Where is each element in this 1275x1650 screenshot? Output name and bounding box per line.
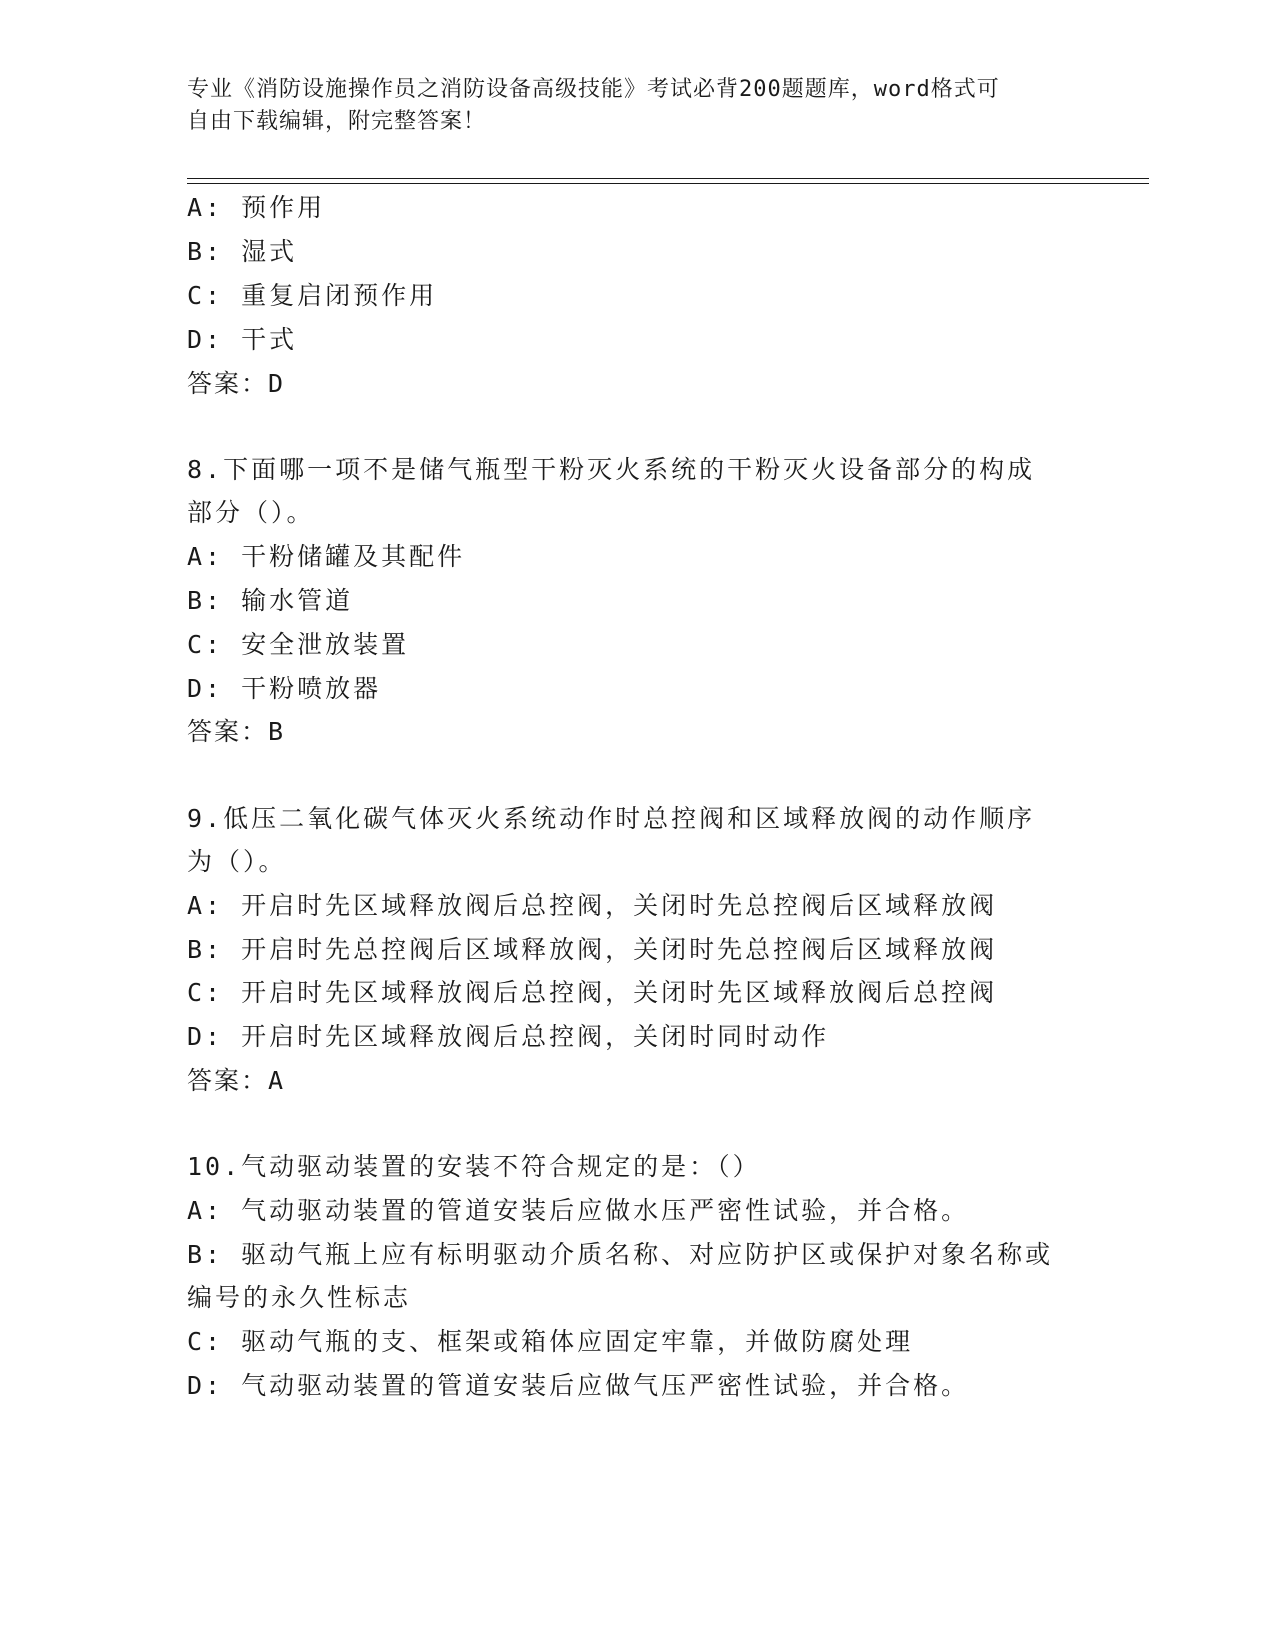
q9-option-d: D: 开启时先区域释放阀后总控阀，关闭时同时动作 [187,1022,830,1051]
q9-option-c: C: 开启时先区域释放阀后总控阀，关闭时先区域释放阀后总控阀 [187,978,998,1007]
q7-answer: 答案：D [187,369,286,398]
q9-answer: 答案：A [187,1066,286,1095]
q8-option-a: A: 干粉储罐及其配件 [187,542,466,571]
header-line-1: 专业《消防设施操作员之消防设备高级技能》考试必背200题题库，word格式可 [187,77,1000,102]
q8-answer: 答案：B [187,717,286,746]
q10-option-a: A: 气动驱动装置的管道安装后应做水压严密性试验，并合格。 [187,1196,970,1225]
q9-option-b: B: 开启时先总控阀后区域释放阀，关闭时先总控阀后区域释放阀 [187,935,998,964]
q9-option-a: A: 开启时先区域释放阀后总控阀，关闭时先总控阀后区域释放阀 [187,891,998,920]
header-divider-top [187,178,1149,179]
q10-stem-line-1: 10.气动驱动装置的安装不符合规定的是：（） [187,1152,761,1181]
q8-stem-line-2: 部分（）。 [187,498,315,527]
header-line-2: 自由下载编辑，附完整答案！ [187,109,487,134]
q7-option-c: C: 重复启闭预作用 [187,281,438,310]
q7-option-b: B: 湿式 [187,237,298,266]
q8-option-d: D: 干粉喷放器 [187,674,382,703]
q9-stem-line-1: 9.低压二氧化碳气体灭火系统动作时总控阀和区域释放阀的动作顺序 [187,804,1036,833]
q10-option-b-continued: 编号的永久性标志 [187,1283,412,1312]
q8-option-c: C: 安全泄放装置 [187,630,410,659]
q9-stem-line-2: 为（）。 [187,847,287,876]
q7-option-a: A: 预作用 [187,193,326,222]
q10-option-b: B: 驱动气瓶上应有标明驱动介质名称、对应防护区或保护对象名称或 [187,1240,1054,1269]
q7-option-d: D: 干式 [187,325,298,354]
q10-option-d: D: 气动驱动装置的管道安装后应做气压严密性试验，并合格。 [187,1371,970,1400]
document-header [187,74,1067,138]
q10-option-c: C: 驱动气瓶的支、框架或箱体应固定牢靠，并做防腐处理 [187,1327,914,1356]
header-divider-bottom [187,183,1149,184]
q8-stem-line-1: 8.下面哪一项不是储气瓶型干粉灭火系统的干粉灭火设备部分的构成 [187,455,1036,484]
q8-option-b: B: 输水管道 [187,586,354,615]
